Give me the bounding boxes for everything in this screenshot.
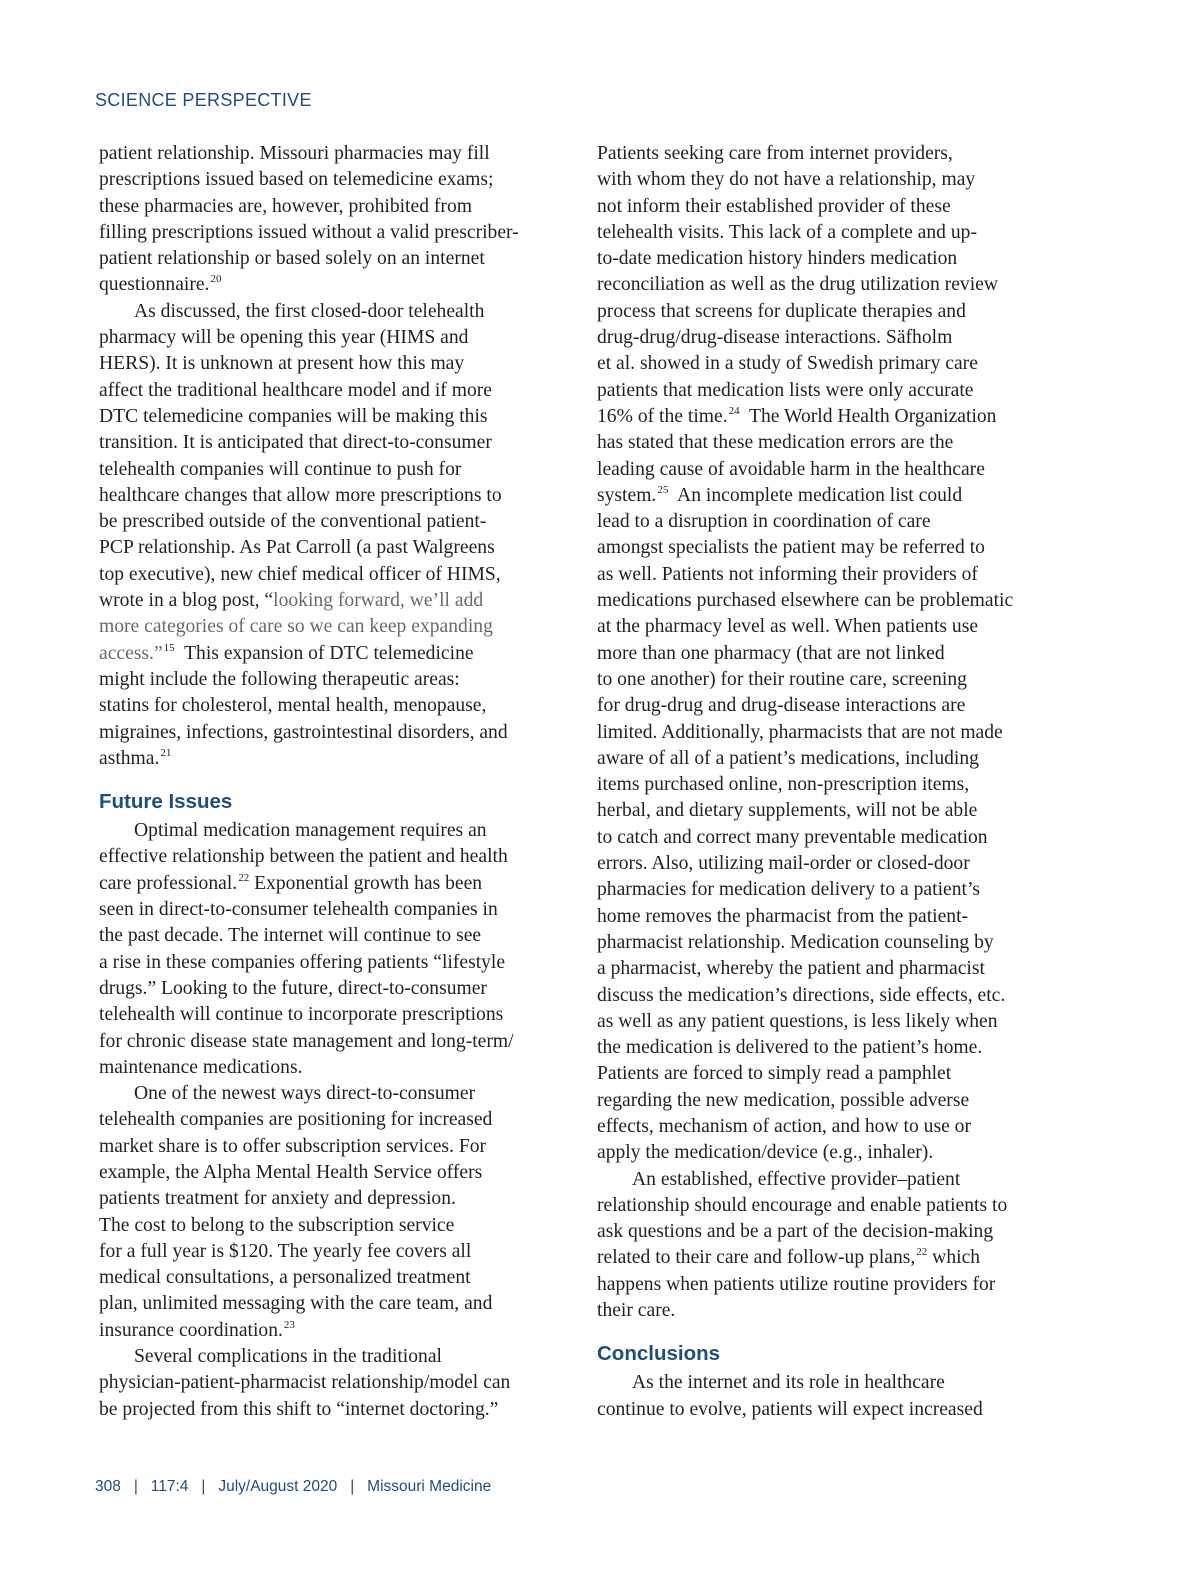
text-line: medical consultations, a personalized treatment — [99, 1267, 471, 1289]
text-line: DTC telemedicine companies will be making this — [99, 405, 488, 427]
page-number: 308 — [95, 1478, 121, 1495]
footer-separator: | — [350, 1478, 355, 1495]
text-segment: system. — [597, 484, 657, 506]
text-line: to catch and correct many preventable medication — [597, 826, 988, 848]
text-line: with whom they do not have a relationship, may — [597, 169, 976, 191]
text-line: discuss the medication’s directions, side effects, etc. — [597, 984, 1006, 1006]
text-line: has stated that these medication errors are the — [597, 432, 954, 454]
text-line: PCP relationship. As Pat Carroll (a past Walgreens — [99, 537, 495, 559]
text-line: herbal, and dietary supplements, will not be able — [597, 800, 978, 822]
text-line: effective relationship between the patient and health — [99, 846, 508, 868]
issue-date: July/August 2020 — [218, 1478, 338, 1495]
journal-name: Missouri Medicine — [367, 1478, 492, 1495]
text-line: happens when patients utilize routine providers for — [597, 1273, 996, 1295]
text-line: continue to evolve, patients will expect increased — [597, 1398, 983, 1420]
text-line: pharmacist relationship. Medication counseling by — [597, 931, 994, 953]
text-line: seen in direct-to-consumer telehealth companies in — [99, 899, 498, 921]
text-line: not inform their established provider of these — [597, 195, 951, 217]
text-line: amongst specialists the patient may be referred to — [597, 537, 985, 559]
reference-superscript: 24 — [728, 404, 740, 417]
text-line — [99, 588, 559, 614]
text-line — [99, 1318, 559, 1344]
volume-issue: 117:4 — [150, 1478, 189, 1495]
text-segment: Exponential growth has been — [249, 872, 483, 894]
text-line: patient relationship. Missouri pharmacies may fill — [99, 143, 490, 164]
conclusions-heading: Conclusions — [597, 1342, 721, 1366]
text-line: their care. — [597, 1300, 676, 1322]
text-line: home removes the pharmacist from the patient- — [597, 905, 969, 927]
text-line: medications purchased elsewhere can be problematic — [597, 590, 1014, 612]
text-line — [597, 483, 1057, 509]
text-line: reconciliation as well as the drug utilization review — [597, 274, 998, 296]
paragraph-first-line: As discussed, the first closed-door telehealth — [134, 300, 485, 322]
future-issues-heading: Future Issues — [99, 790, 233, 814]
text-line: HERS). It is unknown at present how this may — [99, 353, 465, 375]
text-segment: which — [927, 1247, 981, 1269]
text-line: telehealth companies are positioning for increased — [99, 1109, 493, 1131]
text-line: pharmacies for medication delivery to a patient’s — [597, 879, 981, 901]
text-line: effects, mechanism of action, and how to use or — [597, 1115, 971, 1137]
text-line: limited. Additionally, pharmacists that are not made — [597, 721, 1003, 743]
paragraph-first-line: An established, effective provider–patient — [632, 1168, 961, 1190]
reference-superscript: 22 — [238, 871, 250, 884]
text-line: telehealth companies will continue to push for — [99, 458, 462, 480]
text-line: healthcare changes that allow more prescriptions to — [99, 484, 502, 506]
text-line: for a full year is $120. The yearly fee covers all — [99, 1240, 472, 1262]
reference-superscript: 20 — [210, 273, 222, 286]
text-line: a rise in these companies offering patients “lifestyle — [99, 951, 506, 973]
text-line: drug-drug/drug-disease interactions. Säfholm — [597, 327, 953, 349]
page-footer — [95, 1478, 491, 1496]
text-line: prescriptions issued based on telemedicine exams; — [99, 169, 494, 191]
reference-superscript: 23 — [283, 1318, 295, 1331]
left-column — [99, 141, 559, 1423]
text-line: more than one pharmacy (that are not linked — [597, 642, 945, 664]
text-line: errors. Also, utilizing mail-order or closed-door — [597, 853, 970, 875]
text-line: might include the following therapeutic areas: — [99, 668, 460, 690]
text-line: lead to a disruption in coordination of care — [597, 511, 931, 533]
text-segment: asthma. — [99, 747, 160, 769]
text-line: patients that medication lists were only accurate — [597, 379, 974, 401]
text-line: patients treatment for anxiety and depression. — [99, 1188, 456, 1210]
reference-superscript: 25 — [657, 483, 669, 496]
text-segment: 16% of the time. — [597, 405, 728, 427]
text-line — [99, 641, 559, 667]
quote-mark: ” — [153, 642, 163, 664]
text-line: for drug-drug and drug-disease interactions are — [597, 695, 966, 717]
text-line: items purchased online, non-prescription items, — [597, 774, 970, 796]
text-line: to-date medication history hinders medication — [597, 248, 958, 270]
paragraph-first-line: As the internet and its role in healthcare — [632, 1372, 945, 1394]
text-line: example, the Alpha Mental Health Service offers — [99, 1161, 483, 1183]
section-label: SCIENCE PERSPECTIVE — [95, 90, 312, 110]
text-line: pharmacy will be opening this year (HIMS and — [99, 327, 469, 349]
text-line: Patients seeking care from internet providers, — [597, 143, 953, 164]
footer-separator — [125, 1478, 134, 1495]
text-line: ask questions and be a part of the decision-making — [597, 1221, 994, 1243]
text-line: Patients are forced to simply read a pamphlet — [597, 1063, 952, 1085]
text-line: relationship should encourage and enable patients to — [597, 1194, 1008, 1216]
text-line: The cost to belong to the subscription service — [99, 1214, 455, 1236]
text-line: physician-patient-pharmacist relationship/model can — [99, 1372, 511, 1394]
text-segment: The World Health Organization — [739, 405, 997, 427]
text-line: et al. showed in a study of Swedish primary care — [597, 353, 978, 375]
text-line: transition. It is anticipated that direct-to-consumer — [99, 432, 492, 454]
text-line: telehealth will continue to incorporate prescriptions — [99, 1004, 504, 1026]
text-line — [99, 746, 559, 772]
text-line: telehealth visits. This lack of a complete and up- — [597, 221, 977, 243]
text-line: patient relationship or based solely on an internet — [99, 248, 485, 270]
text-line: be projected from this shift to “internet doctoring.” — [99, 1398, 499, 1420]
text-line — [99, 272, 559, 298]
text-line: migraines, infections, gastrointestinal disorders, and — [99, 721, 508, 743]
footer-separator: | — [133, 1478, 138, 1495]
text-line: at the pharmacy level as well. When patients use — [597, 616, 979, 638]
text-line — [597, 404, 1057, 430]
text-line: be prescribed outside of the conventional patient- — [99, 511, 487, 533]
text-segment: This expansion of DTC telemedicine — [174, 642, 474, 664]
text-line: leading cause of avoidable harm in the healthcare — [597, 458, 985, 480]
text-segment: wrote in a blog post, “ — [99, 590, 274, 612]
paragraph-first-line: Optimal medication management requires an — [134, 820, 487, 842]
paragraph-first-line: One of the newest ways direct-to-consumer — [134, 1083, 476, 1105]
quoted-text: looking forward, we’ll add — [273, 590, 484, 612]
text-line: regarding the new medication, possible adverse — [597, 1089, 970, 1111]
reference-superscript: 21 — [160, 746, 172, 759]
text-line: to one another) for their routine care, screening — [597, 668, 967, 690]
text-line: apply the medication/device (e.g., inhaler). — [597, 1142, 934, 1164]
text-line: the medication is delivered to the patient’s home. — [597, 1037, 983, 1059]
reference-superscript: 15 — [163, 641, 175, 654]
text-line: drugs.” Looking to the future, direct-to-consumer — [99, 977, 487, 999]
reference-superscript: 22 — [916, 1246, 928, 1259]
footer-separator: | — [201, 1478, 206, 1495]
text-line: top executive), new chief medical officer of HIMS, — [99, 563, 501, 585]
text-line: a pharmacist, whereby the patient and pharmacist — [597, 958, 985, 980]
text-line: plan, unlimited messaging with the care team, and — [99, 1293, 493, 1315]
text-line — [99, 871, 559, 897]
text-segment: questionnaire. — [99, 274, 210, 296]
text-segment: An incomplete medication list could — [668, 484, 963, 506]
quoted-text: access. — [99, 642, 154, 664]
text-segment: insurance coordination. — [99, 1319, 283, 1341]
text-line: filling prescriptions issued without a valid prescriber- — [99, 221, 519, 243]
text-line: process that screens for duplicate therapies and — [597, 300, 966, 322]
text-line: maintenance medications. — [99, 1056, 303, 1078]
text-line: aware of all of a patient’s medications, including — [597, 747, 979, 769]
text-segment: related to their care and follow-up plans, — [597, 1247, 916, 1269]
quoted-text: more categories of care so we can keep expanding — [99, 616, 493, 638]
right-column — [597, 141, 1057, 1423]
text-line: for chronic disease state management and long-term/ — [99, 1030, 514, 1052]
text-line: market share is to offer subscription services. For — [99, 1135, 487, 1157]
text-line: as well. Patients not informing their providers of — [597, 563, 978, 585]
text-line: affect the traditional healthcare model and if more — [99, 379, 492, 401]
text-line: as well as any patient questions, is less likely when — [597, 1010, 998, 1032]
text-segment: care professional. — [99, 872, 238, 894]
text-line: statins for cholesterol, mental health, menopause, — [99, 695, 487, 717]
text-line: the past decade. The internet will continue to see — [99, 925, 482, 947]
text-line: these pharmacies are, however, prohibited from — [99, 195, 472, 217]
text-line — [597, 1245, 1057, 1271]
paragraph-first-line: Several complications in the traditional — [134, 1346, 442, 1368]
